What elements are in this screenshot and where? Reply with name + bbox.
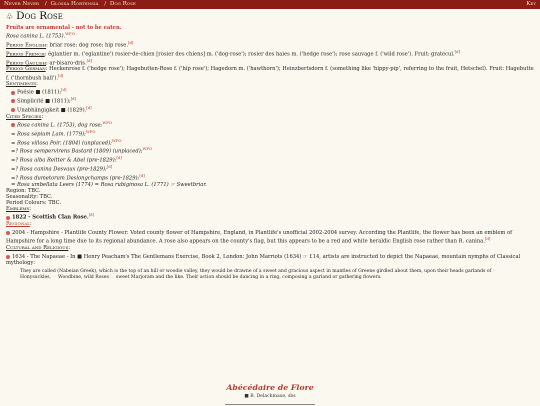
cited-species-item: = Rosa villosa Poir. (1804) (unplaced);$^{WFO}$ — [11, 137, 122, 147]
cited-species-item: =? Rosa sempervirens Bastard (1809) (unplaced);$^{WFO}$ — [11, 146, 153, 156]
period-gaulish: Period Gaulish: ar-bisaro-dris.[d] — [6, 57, 93, 67]
regional-item: 2004 - Hampshire - Plantlife County Flower: Voted county flower of Hampshire, England, in Plantlife's unofficial 2002-2004 survey. According the Plantlife, the flower has been an emblem of Hampshire for a long time due to its regional abundance. A rose also appears on the county's flag, but this appears to be a red and white heraldic English rose rather than R. canina.[d] — [6, 230, 513, 246]
footer-title[interactable]: Abécédaire de Flore — [226, 383, 314, 392]
quote-block: They are called (Nabeian Greek), which is the top of an hill or woodie valley, they would be drawne of a sweet and gracious aspect in mantles of Greene girdled about them, upon their heads garlands of ☞ Honysuckles, ☞ Woodbine, wild Roses ☞ sweet Marjoram and the like. Their action should be dancing in a ring, composing a garland or gathering flowers. — [20, 269, 497, 280]
warning-text: Fruits are ornamental - not to be eaten. — [6, 25, 122, 31]
period-english: Period English: briar rose; dog rose; hip rose.[d] — [6, 39, 134, 49]
sentiments-heading: Sentiments: — [6, 81, 38, 88]
entry-content — [6, 25, 534, 281]
scientific-name: Rosa canina L. (1753).$^{WFO}$ — [6, 31, 75, 40]
cultural-item: 1634 - The Napaeae - In ■ Henry Peacham's The Gentlemans Exercise, Book 2, London: John Marriots (1634) ☞ f.14, artists are instructed to depict the Napaeae, mountain nymphs of Classical mythology: — [6, 254, 521, 267]
cultural-heading: Cultural and Religious: — [6, 245, 71, 252]
top-navigation-bar — [0, 0, 540, 9]
bullet-icon — [11, 99, 15, 103]
emblem-item: 1822 - Scottish Clan Rose.[d] — [6, 212, 534, 221]
bullet-icon — [6, 216, 10, 220]
cited-species-item: = Rosa umbellata Leers (1774) = Rosa rubiginosa L. (1771) ☞ Sweetbriar. — [11, 181, 207, 188]
footer — [0, 383, 540, 405]
bullet-icon — [11, 123, 15, 127]
emblems-heading: Emblems: — [6, 206, 31, 213]
page-title-text: Dog Rose — [16, 10, 63, 22]
bullet-icon — [6, 255, 10, 259]
period-german: Period German: Heckenrose f. ('hedge rose'); Hagebutten-Rose f. ('hip rose'); Hagedorn m. ('hawthorn'); Heinzbertsdorn f. (something like 'hippy-pip', referring to the fruit, Hetschel). Fruit: Hagebutte f. ('thornbush ball').[d] — [6, 66, 534, 82]
region-line: Region: TBC. — [6, 187, 41, 194]
breadcrumb-never-never[interactable]: Never Never — [4, 1, 40, 7]
sentiment-item: Simplicité ■ (1811);[d] — [6, 96, 534, 105]
period-colours-line: Period Colours: TBC. — [6, 200, 62, 207]
period-french: Period French: églantier m. ('eglantine') rosier-de-chien [rosier des chiens] m. ('dog-rose'); rosier des haies m. ('hedge rose'); rose sauvage f. ('wild rose'). Fruit: gratecul.[d] — [6, 48, 461, 58]
cited-species-item: =? Rosa dumetorum Deslongchamps (pre-1829);[d] — [11, 172, 145, 182]
bullet-icon — [11, 108, 15, 112]
sentiment-item: Poésie ■ (1811);[d] — [6, 87, 534, 96]
footer-author: ■ B. Delachmaxe, sbs — [244, 394, 296, 399]
page-title — [6, 10, 534, 23]
cited-species-item: =? Rosa alba Reitter & Abel (pre-1829);[d] — [11, 155, 122, 165]
breadcrumb-separator: / — [104, 1, 107, 7]
club-icon: ♧ — [6, 12, 14, 21]
sentiment-item: Unabhängigkeit ■ (1829).[d] — [6, 105, 534, 114]
bullet-icon — [6, 231, 10, 235]
breadcrumb-dog-rose: Dog Rose — [109, 1, 136, 7]
breadcrumb-glossa-hortensia[interactable]: Glossa Hortensia — [50, 1, 99, 7]
breadcrumb-separator: / — [44, 1, 47, 7]
main-page — [0, 9, 540, 406]
regional-heading: Regional: — [6, 221, 32, 228]
breadcrumb — [4, 1, 138, 7]
key-link[interactable]: Key — [526, 1, 536, 7]
cited-species-item: = Rosa sepium Lam. (1779);$^{WFO}$ — [11, 128, 96, 138]
seasonality-line: Seasonality: TBC. — [6, 193, 53, 200]
cited-species-item: =? Rosa canina Desvaux (pre-1829);[d] — [11, 164, 113, 173]
bullet-icon — [11, 91, 15, 95]
cited-species-heading: Cited Species: — [6, 113, 44, 120]
cited-species-item: Rosa canina L. (1753), dog rose;$^{WFO}$ — [6, 120, 534, 129]
